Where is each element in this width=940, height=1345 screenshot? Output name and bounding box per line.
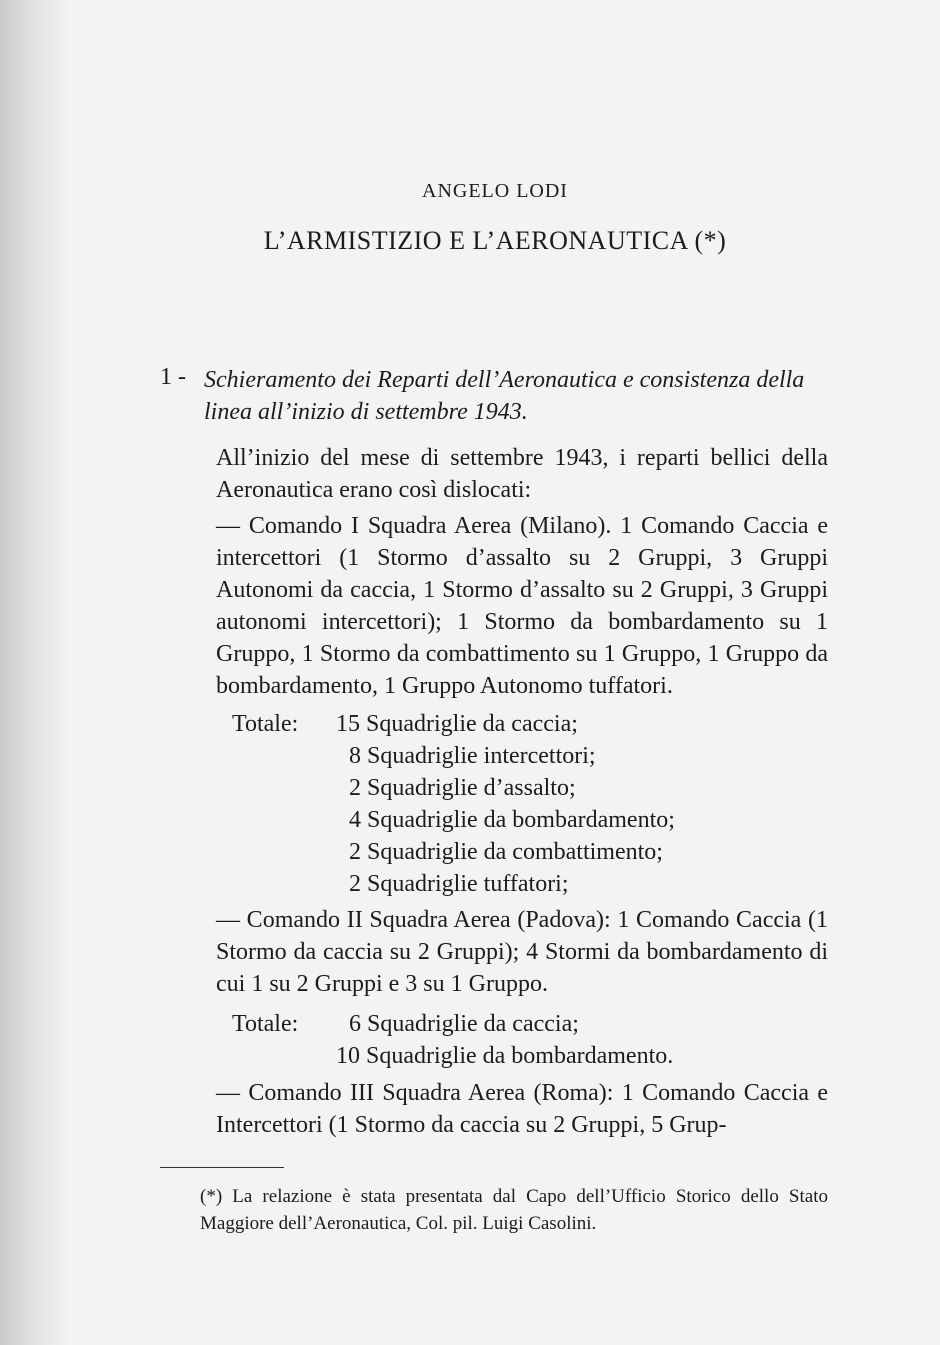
totals-2-label: Totale: bbox=[232, 1011, 299, 1037]
totals-2-item: 10 Squadriglie da bombardamento. bbox=[336, 1043, 674, 1069]
paragraph-comando-3-text: — Comando III Squadra Aerea (Roma): 1 Comando Caccia e Intercettori (1 Stormo da caccia su 2 Gruppi, 5 Grup- bbox=[216, 1080, 828, 1138]
author-name: ANGELO LODI bbox=[422, 180, 568, 202]
footnote-text: (*) La relazione è stata presentata dal Capo dell’Ufficio Storico dello Stato Maggiore dell’Aeronautica, Col. pil. Luigi Casolini. bbox=[200, 1186, 828, 1234]
totals-1-list bbox=[336, 708, 675, 900]
footnote bbox=[160, 1183, 828, 1237]
paragraph-comando-2 bbox=[160, 904, 828, 1000]
totals-2-item: 6 Squadriglie da caccia; bbox=[349, 1011, 579, 1037]
totals-2-list bbox=[336, 1008, 673, 1072]
totals-1-label: Totale: bbox=[232, 711, 299, 737]
paragraph-intro bbox=[160, 442, 828, 506]
totals-1-item: 15 Squadriglie da caccia; bbox=[336, 711, 578, 737]
paragraph-intro-text: All’inizio del mese di settembre 1943, i reparti bellici della Aeronautica erano così dislocati: bbox=[216, 445, 828, 503]
totals-1-item: 2 Squadriglie da combattimento; bbox=[349, 839, 663, 865]
totals-1-item: 2 Squadriglie tuffatori; bbox=[349, 871, 569, 897]
article-title: L’ARMISTIZIO E L’AERONAUTICA (*) bbox=[263, 226, 727, 255]
section-number: 1 - bbox=[160, 364, 186, 390]
footnote-rule bbox=[160, 1167, 284, 1168]
paragraph-comando-1-text: — Comando I Squadra Aerea (Milano). 1 Comando Caccia e intercettori (1 Stormo d’assalto su 2 Gruppi, 3 Gruppi Autonomi da caccia, 1 Stormo d’assalto su 2 Gruppi, 3 Gruppi autonomi intercettori); 1 Stormo da bombardamento su 1 Gruppo, 1 Stormo da combattimento su 1 Gruppo, 1 Gruppo da bombardamento, 1 Gruppo Autonomo tuffatori. bbox=[216, 513, 828, 699]
totals-1-item: 2 Squadriglie d’assalto; bbox=[349, 775, 576, 801]
paragraph-comando-1 bbox=[160, 510, 828, 702]
section-title: Schieramento dei Reparti dell’Aeronautica e consistenza della linea all’inizio di settembre 1943. bbox=[204, 367, 805, 425]
totals-1-item: 4 Squadriglie da bombardamento; bbox=[349, 807, 675, 833]
paragraph-comando-3 bbox=[160, 1077, 828, 1141]
totals-1-item: 8 Squadriglie intercettori; bbox=[349, 743, 596, 769]
paragraph-comando-2-text: — Comando II Squadra Aerea (Padova): 1 Comando Caccia (1 Stormo da caccia su 2 Gruppi); 4 Stormi da bombardamento di cui 1 su 2 Gruppi e 3 su 1 Gruppo. bbox=[216, 907, 828, 997]
